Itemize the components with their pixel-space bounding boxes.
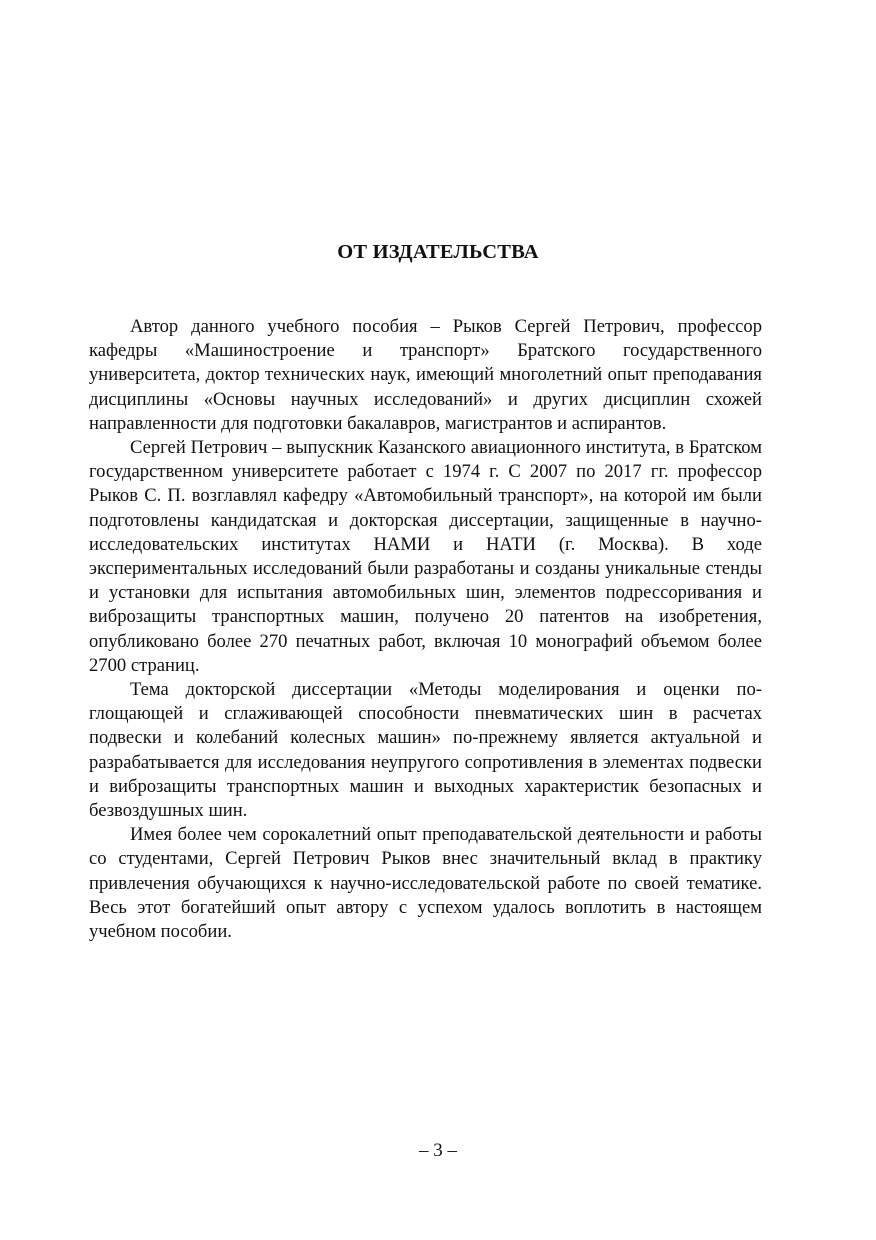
paragraph-experience: Имея более чем сорокалетний опыт преподавательской деятельности и работы со студентами, Сергей Петрович Рыков внес значительный вклад в практику привлечения обучающихся к научно-исследовательской работе по своей тематике. Весь этот богатейший опыт автору с успехом удалось воплотить в настоящем учебном пособии. [89, 824, 762, 943]
paragraph-dissertation: Тема докторской диссертации «Методы моделирования и оценки поглощающей и сглаживающей способности пневматических шин в расчетах подвески и колебаний колесных машин» по-прежнему является актуальной и разрабатывается для исследования неупругого сопротивления в элементах подвески и виброзащиты транспортных машин и выходных характеристик безопасных и безвоздушных шин. [89, 679, 762, 822]
page-number: – 3 – [419, 1140, 457, 1161]
page-title: ОТ ИЗДАТЕЛЬСТВА [337, 241, 539, 263]
paragraph-biography: Сергей Петрович – выпускник Казанского авиационного института, в Братском государственном университете работает с 1974 г. С 2007 по 2017 гг. профессор Рыков С. П. возглавлял кафедру «Автомобильный транспорт», на которой им были подготовлены кандидатская и докторская диссертации, защищенные в научно-исследовательских институтах НАМИ и НАТИ (г. Москва). В ходе экспериментальных исследований были разработаны и созданы уникальные стенды и установки для испытания автомобильных шин, элементов подрессоривания и виброзащиты транспортных машин, получено 20 патентов на изобретения, опубликовано более 270 печатных работ, включая 10 монографий объемом более 2700 страниц. [89, 437, 762, 676]
paragraph-author: Автор данного учебного пособия – Рыков Сергей Петрович, профессор кафедры «Машиностроение и транспорт» Братского государственного университета, доктор технических наук, имеющий многолетний опыт преподавания дисциплины «Основы научных исследований» и других дисциплин схожей направленности для подготовки бакалавров, магистрантов и аспирантов. [89, 316, 762, 434]
body-text [89, 315, 762, 944]
